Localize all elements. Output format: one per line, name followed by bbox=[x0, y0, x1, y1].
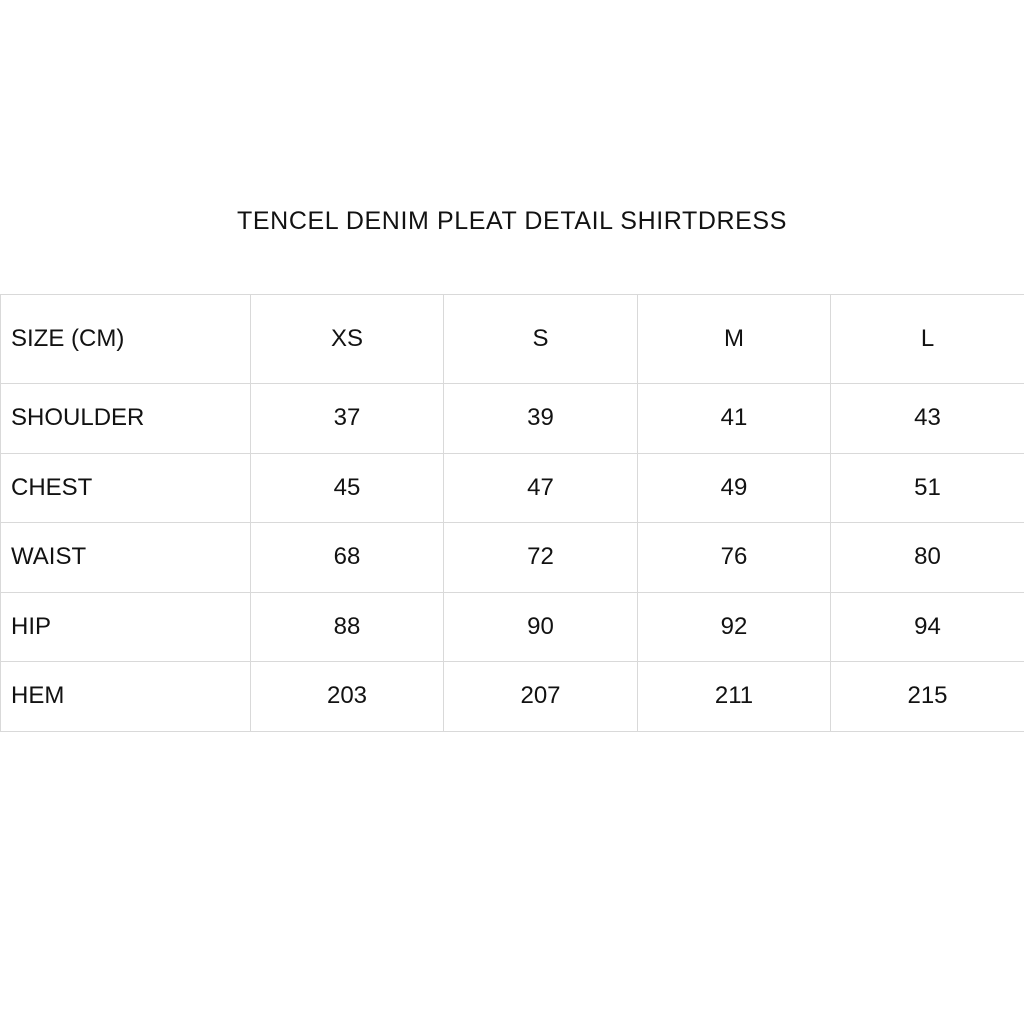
page-title: TENCEL DENIM PLEAT DETAIL SHIRTDRESS bbox=[237, 207, 787, 235]
table-header-row bbox=[1, 295, 1024, 384]
column-header-m: M bbox=[638, 295, 831, 384]
cell-chest-l: 51 bbox=[831, 453, 1024, 523]
column-header-xs: XS bbox=[251, 295, 444, 384]
cell-hip-l: 94 bbox=[831, 592, 1024, 662]
cell-shoulder-m: 41 bbox=[638, 384, 831, 454]
cell-hem-xs: 203 bbox=[251, 662, 444, 732]
cell-waist-xs: 68 bbox=[251, 523, 444, 593]
row-label-chest: CHEST bbox=[1, 453, 251, 523]
table-row-shoulder bbox=[1, 384, 1024, 454]
row-label-shoulder: SHOULDER bbox=[1, 384, 251, 454]
cell-chest-xs: 45 bbox=[251, 453, 444, 523]
table-row-chest bbox=[1, 453, 1024, 523]
cell-waist-s: 72 bbox=[444, 523, 638, 593]
cell-hip-xs: 88 bbox=[251, 592, 444, 662]
row-label-hip: HIP bbox=[1, 592, 251, 662]
cell-shoulder-xs: 37 bbox=[251, 384, 444, 454]
cell-waist-l: 80 bbox=[831, 523, 1024, 593]
cell-chest-m: 49 bbox=[638, 453, 831, 523]
cell-shoulder-l: 43 bbox=[831, 384, 1024, 454]
row-label-waist: WAIST bbox=[1, 523, 251, 593]
cell-chest-s: 47 bbox=[444, 453, 638, 523]
column-header-l: L bbox=[831, 295, 1024, 384]
column-header-size-cm: SIZE (CM) bbox=[1, 295, 251, 384]
cell-hem-s: 207 bbox=[444, 662, 638, 732]
cell-waist-m: 76 bbox=[638, 523, 831, 593]
table-row-hem bbox=[1, 662, 1024, 732]
cell-hem-m: 211 bbox=[638, 662, 831, 732]
row-label-hem: HEM bbox=[1, 662, 251, 732]
cell-shoulder-s: 39 bbox=[444, 384, 638, 454]
size-chart-table bbox=[0, 294, 1024, 732]
cell-hem-l: 215 bbox=[831, 662, 1024, 732]
table-row-waist bbox=[1, 523, 1024, 593]
column-header-s: S bbox=[444, 295, 638, 384]
table-row-hip bbox=[1, 592, 1024, 662]
cell-hip-m: 92 bbox=[638, 592, 831, 662]
cell-hip-s: 90 bbox=[444, 592, 638, 662]
